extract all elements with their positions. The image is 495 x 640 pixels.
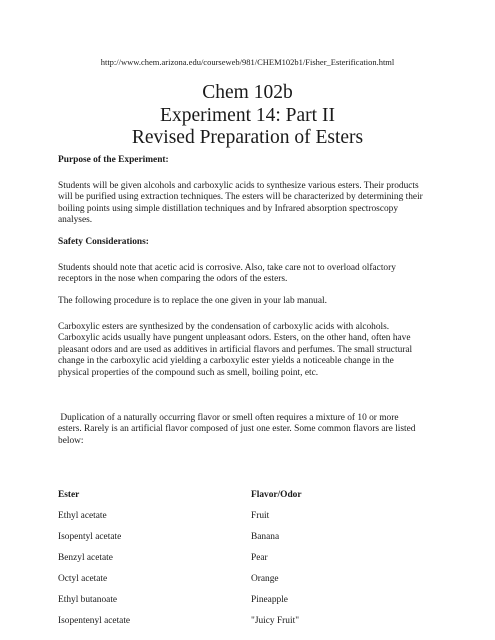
flavor-odor: Fruit xyxy=(251,511,270,521)
document-title xyxy=(0,82,495,150)
intro-line: pleasant odors and are used as additives in artificial flavors and perfumes. The small structural xyxy=(58,344,413,355)
intro-line: Carboxylic acids usually have pungent unpleasant odors. Esters, on the other hand, often have xyxy=(58,333,411,344)
purpose-heading: Purpose of the Experiment: xyxy=(58,155,169,165)
ester-name: Benzyl acetate xyxy=(58,553,113,563)
table-row xyxy=(58,553,443,574)
flavors-line: esters. Rarely is an artificial flavor composed of just one ester. Some common flavors are listed xyxy=(58,424,416,435)
header-flavor: Flavor/Odor xyxy=(251,490,302,500)
flavor-odor: "Juicy Fruit" xyxy=(251,616,300,626)
source-url: http://www.chem.arizona.edu/courseweb/981/CHEM102b1/Fisher_Esterification.html xyxy=(100,57,395,67)
purpose-line: Students will be given alcohols and carboxylic acids to synthesize various esters. Their products xyxy=(58,181,419,191)
table-row xyxy=(58,595,443,616)
intro-paragraph xyxy=(58,322,443,379)
intro-line: change in the carboxylic acid yielding a carboxylic ester yields a noticeable change in the xyxy=(58,356,394,367)
flavors-paragraph xyxy=(58,413,443,447)
safety-heading: Safety Considerations: xyxy=(58,237,149,247)
flavor-odor: Banana xyxy=(251,532,280,542)
ester-name: Ethyl butanoate xyxy=(58,595,118,605)
safety-paragraph xyxy=(58,263,443,286)
table-row xyxy=(58,616,443,637)
title-line-2: Experiment 14: Part II xyxy=(160,104,335,126)
intro-line: physical properties of the compound such as smell, boiling point, etc. xyxy=(58,367,319,378)
safety-line: Students should note that acetic acid is corrosive. Also, take care not to overload olfactory xyxy=(58,263,396,273)
ester-flavor-table xyxy=(58,490,443,637)
ester-name: Isopentenyl acetate xyxy=(58,616,131,626)
flavors-line: Duplication of a naturally occurring flavor or smell often requires a mixture of 10 or more xyxy=(58,413,399,423)
table-row xyxy=(58,511,443,532)
flavor-odor: Pear xyxy=(251,553,268,563)
purpose-paragraph xyxy=(58,181,443,227)
purpose-line: boiling points using simple distillation techniques and by Infrared absorption spectroscopy xyxy=(58,203,399,214)
ester-name: Ethyl acetate xyxy=(58,511,107,521)
table-row xyxy=(58,532,443,553)
table-row xyxy=(58,574,443,595)
header-ester: Ester xyxy=(58,490,80,500)
purpose-line: analyses. xyxy=(58,215,93,226)
procedure-note: The following procedure is to replace the one given in your lab manual. xyxy=(58,296,327,306)
title-line-3: Revised Preparation of Esters xyxy=(131,127,364,148)
table-header-row xyxy=(58,490,443,511)
safety-line: receptors in the nose when comparing the odors of the esters. xyxy=(58,274,288,285)
flavor-odor: Pineapple xyxy=(251,595,288,605)
ester-name: Octyl acetate xyxy=(58,574,108,584)
title-line-1: Chem 102b xyxy=(202,82,293,103)
ester-name: Isopentyl acetate xyxy=(58,532,122,542)
flavors-line: below: xyxy=(58,435,84,446)
purpose-line: will be purified using extraction techniques. The esters will be characterized by determining their xyxy=(58,192,423,203)
intro-line: Carboxylic esters are synthesized by the condensation of carboxylic acids with alcohols. xyxy=(58,322,390,332)
flavor-odor: Orange xyxy=(251,574,279,584)
